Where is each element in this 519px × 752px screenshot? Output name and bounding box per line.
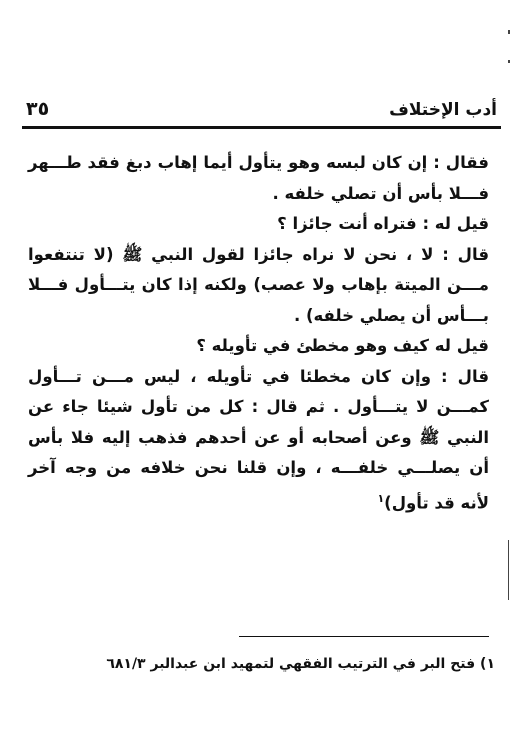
footnote-rule: [239, 636, 489, 637]
running-title: أدب الإختلاف: [389, 100, 497, 120]
paragraph-3: قال : لا ، نحن لا نراه جائزا لقول النبي ﷺ (لا تنتفعوا مـــن الميتة بإهاب ولا عصب) ولكنه إذا كان يتـــأول فـــلا بـــأس أن يصلي خلفه) .: [28, 244, 489, 325]
paragraph-2: قيل له : فتراه أنت جائزا ؟: [277, 214, 489, 233]
footnote-text: فتح البر في الترتيب الفقهي لتمهيد ابن عبدالبر ٦٨١/٣: [106, 656, 476, 672]
scan-edge-mark: [508, 30, 510, 34]
page-header: [22, 98, 501, 128]
scan-edge-mark: [508, 60, 510, 63]
paragraph-1: فقال : إن كان لبسه وهو يتأول أيما إهاب دبغ فقد طـــهر فـــلا بأس أن تصلي خلفه .: [28, 153, 489, 203]
footnote: [20, 654, 495, 674]
paragraph-5-text: قال : وإن كان مخطئا في تأويله ، ليس مـــن تـــأول كمـــن لا يتـــأول . ثم قال : كل من تأول شيئا جاء عن النبي ﷺ وعن أصحابه أو عن أحدهم فذهب إليه فلا بأس أن يصلـــي خلفـــه ، وإن قلنا نحن خلافه من وجه آخر لأنه قد تأول): [28, 366, 489, 512]
main-text: [28, 148, 489, 519]
paragraph-5: [28, 362, 489, 519]
paragraph-4: قيل له كيف وهو مخطئ في تأويله ؟: [196, 336, 489, 355]
scan-edge-mark: [508, 540, 509, 600]
footnote-reference: ١: [377, 491, 385, 505]
header-rule: [22, 126, 501, 129]
footnote-marker: ١): [480, 656, 495, 672]
page-number: ٣٥: [26, 98, 50, 120]
